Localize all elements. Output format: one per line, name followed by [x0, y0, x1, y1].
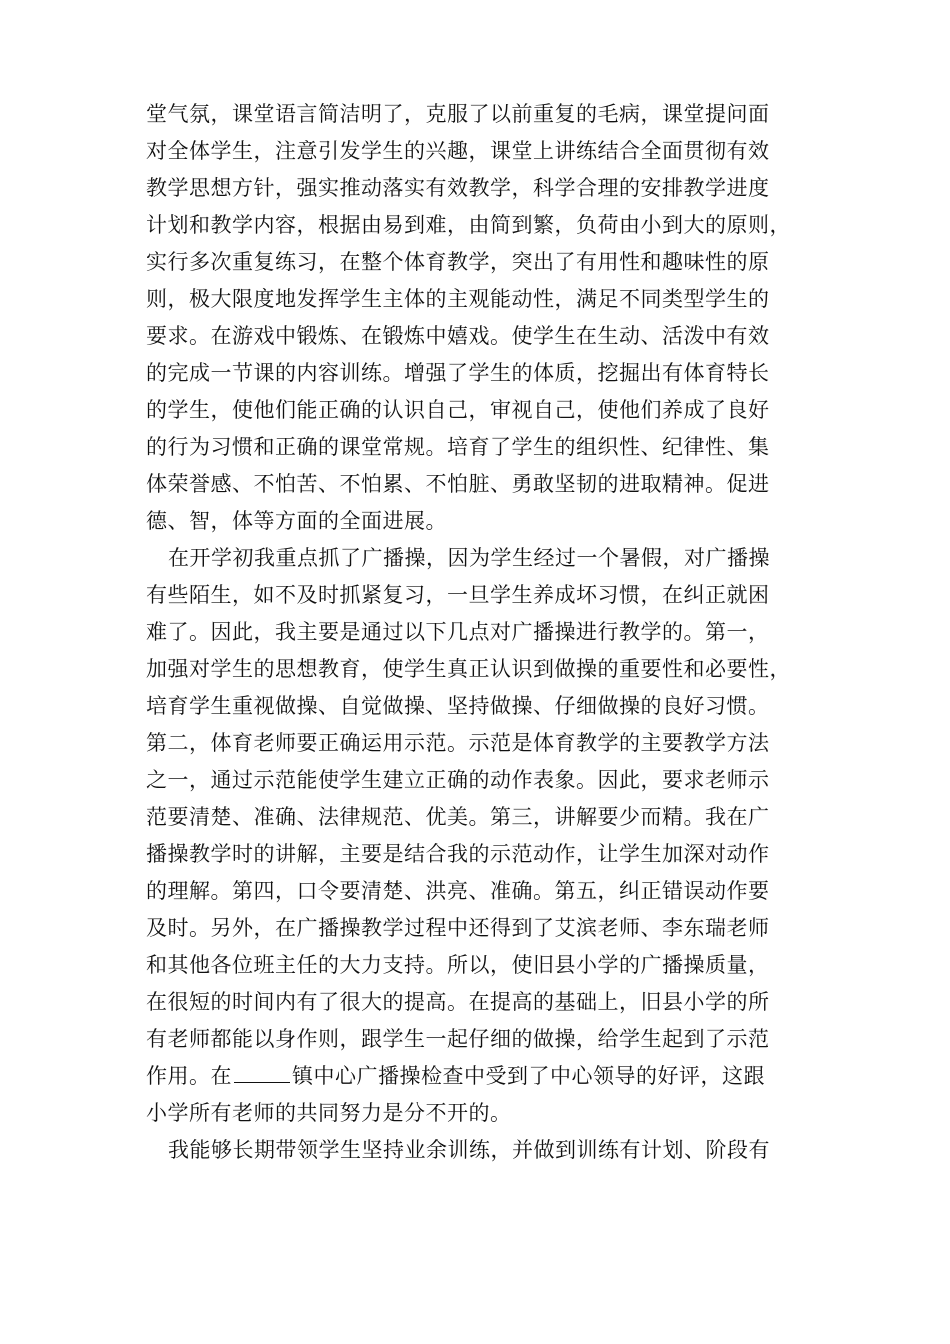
text-line: 计划和教学内容，根据由易到难，由简到繁，负荷由小到大的原则，	[146, 213, 791, 237]
text-line: 难了。因此，我主要是通过以下几点对广播操进行教学的。第一，	[146, 620, 770, 644]
text-line: 播操教学时的讲解，主要是结合我的示范动作，让学生加深对动作	[146, 842, 770, 866]
text-line: 的完成一节课的内容训练。增强了学生的体质，挖掘出有体育特长	[146, 361, 770, 385]
text-line: 第二，体育老师要正确运用示范。示范是体育教学的主要教学方法	[146, 731, 770, 755]
text-line: 在很短的时间内有了很大的提高。在提高的基础上，旧县小学的所	[146, 990, 770, 1014]
text-line: 的理解。第四，口令要清楚、洪亮、准确。第五，纠正错误动作要	[146, 879, 770, 903]
paragraph-2	[146, 540, 806, 1132]
text-line: 对全体学生，注意引发学生的兴趣，课堂上讲练结合全面贯彻有效	[146, 139, 770, 163]
paragraph-1	[146, 96, 806, 540]
text-line: 范要清楚、准确、法律规范、优美。第三，讲解要少而精。我在广	[146, 805, 770, 829]
document-body	[146, 96, 806, 1169]
text-line: 我能够长期带领学生坚持业余训练，并做到训练有计划、阶段有	[168, 1138, 770, 1162]
text-fragment: 镇中心广播操检查中受到了中心领导的好评，这跟	[292, 1064, 765, 1088]
text-line: 的行为习惯和正确的课堂常规。培育了学生的组织性、纪律性、集	[146, 435, 770, 459]
fill-in-blank	[234, 1062, 290, 1083]
text-line: 和其他各位班主任的大力支持。所以，使旧县小学的广播操质量，	[146, 953, 770, 977]
text-fragment: 作用。在	[146, 1064, 232, 1088]
text-line: 则，极大限度地发挥学生主体的主观能动性，满足不同类型学生的	[146, 287, 770, 311]
text-line: 实行多次重复练习，在整个体育教学，突出了有用性和趣味性的原	[146, 250, 770, 274]
text-line: 培育学生重视做操、自觉做操、坚持做操、仔细做操的良好习惯。	[146, 694, 770, 718]
text-line: 教学思想方针，强实推动落实有效教学，科学合理的安排教学进度	[146, 176, 770, 200]
text-line: 要求。在游戏中锻炼、在锻炼中嬉戏。使学生在生动、活泼中有效	[146, 324, 770, 348]
text-line-with-blank	[146, 1058, 806, 1095]
text-line: 加强对学生的思想教育，使学生真正认识到做操的重要性和必要性，	[146, 657, 791, 681]
text-line: 的学生，使他们能正确的认识自己，审视自己，使他们养成了良好	[146, 398, 770, 422]
text-line: 德、智，体等方面的全面进展。	[146, 509, 447, 533]
text-line: 堂气氛，课堂语言简洁明了，克服了以前重复的毛病，课堂提问面	[146, 102, 770, 126]
paragraph-3	[146, 1132, 806, 1169]
text-line: 在开学初我重点抓了广播操，因为学生经过一个暑假，对广播操	[168, 546, 770, 570]
text-line: 有些陌生，如不及时抓紧复习，一旦学生养成坏习惯，在纠正就困	[146, 583, 770, 607]
text-line: 有老师都能以身作则，跟学生一起仔细的做操，给学生起到了示范	[146, 1027, 770, 1051]
text-line: 小学所有老师的共同努力是分不开的。	[146, 1101, 512, 1125]
text-line: 及时。另外，在广播操教学过程中还得到了艾滨老师、李东瑞老师	[146, 916, 770, 940]
text-line: 体荣誉感、不怕苦、不怕累、不怕脏、勇敢坚韧的进取精神。促进	[146, 472, 770, 496]
text-line: 之一，通过示范能使学生建立正确的动作表象。因此，要求老师示	[146, 768, 770, 792]
